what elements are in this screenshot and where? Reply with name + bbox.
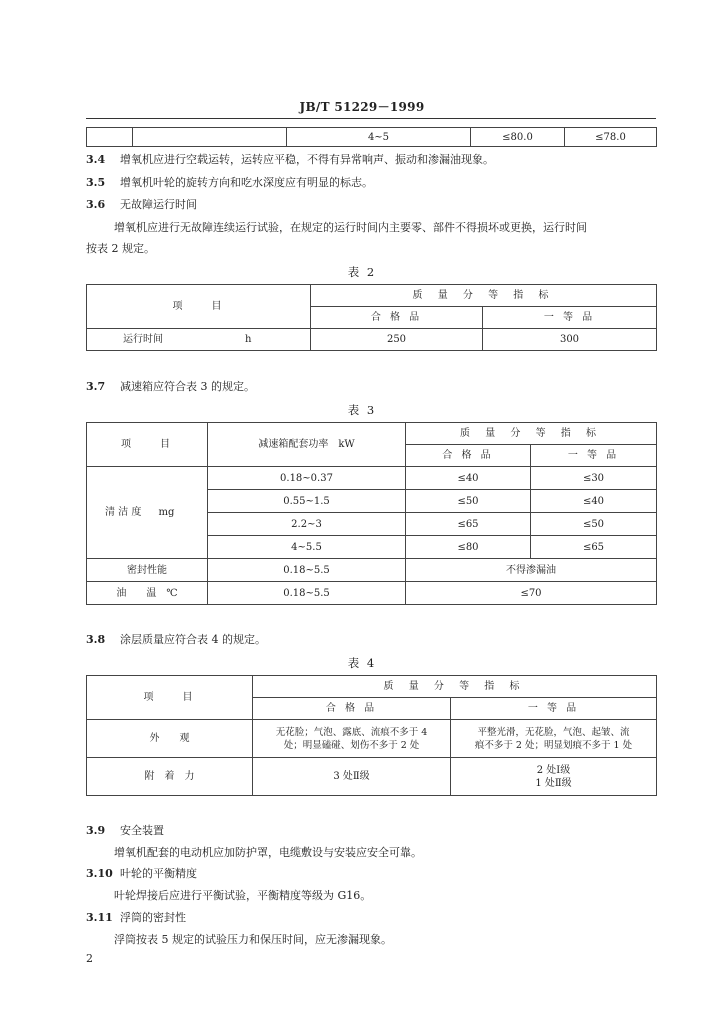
table4-caption: 表 4 [347, 656, 377, 670]
header-rule [86, 118, 656, 119]
continued-table [86, 127, 657, 147]
clause-3-4 [86, 153, 494, 167]
continued-cell-1 [87, 128, 133, 147]
table3-clean-power: 0.18~0.37 [208, 467, 406, 490]
clause-number: 3.10 [86, 867, 113, 880]
table3-clean-unit: mg [158, 507, 175, 518]
clause-title: 安全装置 [120, 824, 164, 837]
table3-clean-qualified: ≤80 [406, 536, 531, 559]
table2-quality-header: 质 量 分 等 指 标 [311, 285, 657, 307]
table3-grade-qualified: 合 格 品 [406, 445, 531, 467]
table2-row-label-cell [87, 329, 311, 351]
table3-clean-qualified: ≤65 [406, 513, 531, 536]
clause-3-11-title [86, 911, 186, 925]
clause-number: 3.6 [86, 198, 106, 211]
table3-clean-qualified: ≤50 [406, 490, 531, 513]
clause-text: 增氧机叶轮的旋转方向和吃水深度应有明显的标志。 [120, 176, 373, 189]
clause-number: 3.7 [86, 380, 106, 393]
clause-3-6-title [86, 198, 197, 212]
continued-power-cell: 4~5 [287, 128, 471, 147]
table3-clean-power: 4~5.5 [208, 536, 406, 559]
table-4 [86, 675, 657, 796]
clause-text: 增氧机应进行空载运转，运转应平稳，不得有异常响声、振动和渗漏油现象。 [120, 153, 494, 166]
continued-cell-2 [133, 128, 287, 147]
clause-3-10-title [86, 867, 197, 881]
table3-clean-qualified: ≤40 [406, 467, 531, 490]
table4-adhesion-label: 附 着 力 [87, 758, 253, 796]
appearance-first-line1: 平整光滑，无花脸，气泡、起皱、流 [477, 726, 630, 738]
table3-seal-power: 0.18~5.5 [208, 559, 406, 582]
clause-number: 3.5 [86, 176, 106, 189]
clause-title: 无故障运行时间 [120, 198, 197, 211]
clause-3-9-title [86, 824, 164, 838]
clause-3-5 [86, 176, 373, 190]
table3-clean-label-cell [87, 467, 208, 559]
table4-quality-header: 质 量 分 等 指 标 [253, 676, 657, 698]
appearance-qualified-line1: 无花脸；气泡、露底、流痕不多于 4 [275, 726, 428, 738]
table2-row-qualified: 250 [311, 329, 483, 351]
adhesion-first-line1: 2 处Ⅰ级 [536, 764, 571, 776]
table3-item-header: 项 目 [87, 423, 208, 467]
clause-3-10-text: 叶轮焊接后应进行平衡试验，平衡精度等级为 G16。 [114, 889, 372, 902]
clause-3-11-text: 浮筒按表 5 规定的试验压力和保压时间，应无渗漏现象。 [114, 933, 392, 946]
table4-appearance-qualified [253, 720, 451, 758]
table4-item-header: 项 目 [87, 676, 253, 720]
clause-title: 叶轮的平衡精度 [120, 867, 197, 880]
clause-number: 3.9 [86, 824, 106, 837]
table3-quality-header: 质 量 分 等 指 标 [406, 423, 657, 445]
table4-appearance-first [451, 720, 657, 758]
table2-caption: 表 2 [347, 265, 377, 279]
continued-first-cell: ≤78.0 [565, 128, 657, 147]
table2-grade-qualified: 合 格 品 [311, 307, 483, 329]
table4-appearance-label: 外 观 [87, 720, 253, 758]
table3-oil-value: ≤70 [406, 582, 657, 605]
clause-text: 涂层质量应符合表 4 的规定。 [120, 633, 266, 646]
table4-grade-qualified: 合 格 品 [253, 698, 451, 720]
clause-number: 3.11 [86, 911, 113, 924]
table3-power-header: 减速箱配套功率 kW [208, 423, 406, 467]
table3-grade-first: 一 等 品 [531, 445, 657, 467]
page-number: 2 [86, 952, 93, 965]
appearance-qualified-line2: 处；明显磕碰、划伤不多于 2 处 [283, 739, 420, 751]
clause-number: 3.4 [86, 153, 106, 166]
clause-3-7 [86, 380, 255, 394]
clause-3-8 [86, 633, 266, 647]
table4-grade-first: 一 等 品 [451, 698, 657, 720]
adhesion-first-line2: 1 处Ⅱ级 [535, 777, 572, 789]
table3-seal-value: 不得渗漏油 [406, 559, 657, 582]
table3-clean-first: ≤30 [531, 467, 657, 490]
table3-oil-label: 油 温 ℃ [87, 582, 208, 605]
clause-3-9-text: 增氧机配套的电动机应加防护罩，电缆敷设与安装应安全可靠。 [114, 846, 422, 859]
table3-oil-power: 0.18~5.5 [208, 582, 406, 605]
document-header-code: JB/T 51229－1999 [299, 100, 425, 114]
table4-adhesion-qualified: 3 处Ⅱ级 [253, 758, 451, 796]
table3-clean-first: ≤50 [531, 513, 657, 536]
table-3 [86, 422, 657, 605]
table-2 [86, 284, 657, 351]
table3-clean-power: 0.55~1.5 [208, 490, 406, 513]
clause-title: 浮筒的密封性 [120, 911, 186, 924]
table2-row-first: 300 [483, 329, 657, 351]
table2-row-unit: h [245, 334, 252, 345]
table3-seal-label: 密封性能 [87, 559, 208, 582]
table2-item-header: 项 目 [87, 285, 311, 329]
table2-row-label: 运行时间 [123, 334, 163, 345]
continued-qualified-cell: ≤80.0 [471, 128, 565, 147]
appearance-first-line2: 痕不多于 2 处；明显划痕不多于 1 处 [474, 739, 633, 751]
table3-clean-power: 2.2~3 [208, 513, 406, 536]
clause-3-6-line2: 按表 2 规定。 [86, 242, 155, 255]
clause-3-6-line1: 增氧机应进行无故障连续运行试验，在规定的运行时间内主要零、部件不得损坏或更换，运行时间 [114, 221, 587, 234]
table3-caption: 表 3 [347, 403, 377, 417]
table3-clean-first: ≤65 [531, 536, 657, 559]
clause-number: 3.8 [86, 633, 106, 646]
table4-adhesion-first [451, 758, 657, 796]
table2-grade-first: 一 等 品 [483, 307, 657, 329]
table3-clean-label: 清 洁 度 [105, 507, 142, 518]
table3-clean-first: ≤40 [531, 490, 657, 513]
clause-text: 减速箱应符合表 3 的规定。 [120, 380, 255, 393]
